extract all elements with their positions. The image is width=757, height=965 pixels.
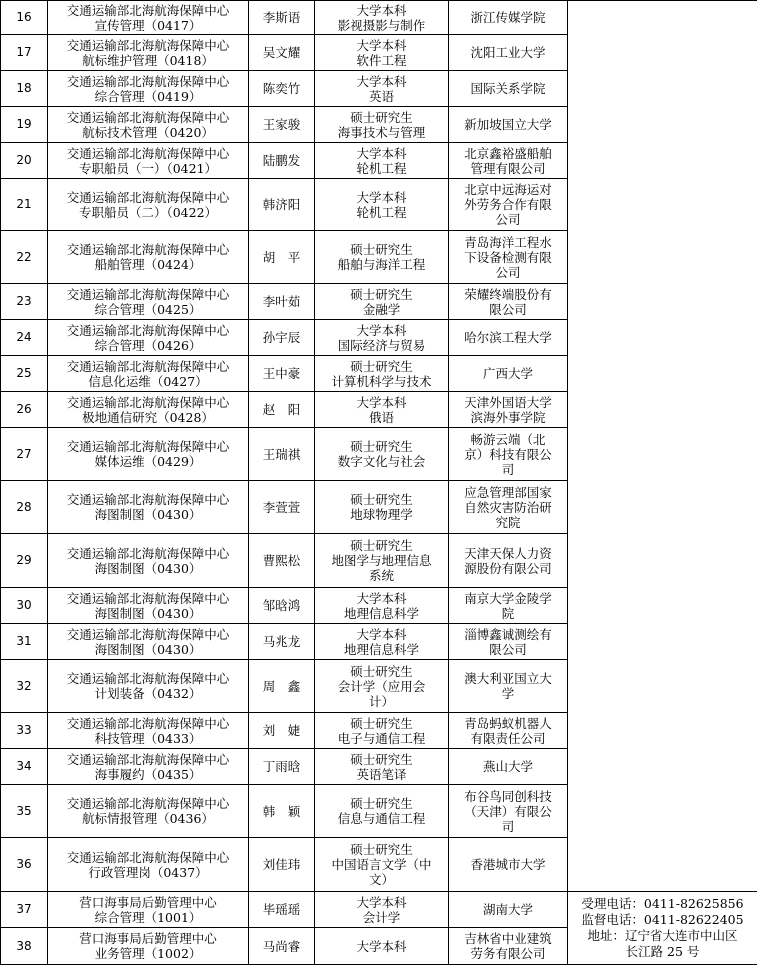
school-cell-line: 天津外国语大学	[451, 395, 565, 410]
education-cell-line: 硕士研究生	[317, 796, 446, 811]
education-cell-line: 硕士研究生	[317, 110, 446, 125]
education-cell-line: 国际经济与贸易	[317, 338, 446, 353]
school-cell-line: 应急管理部国家	[451, 485, 565, 500]
position-cell-line: 营口海事局后勤管理中心	[50, 931, 246, 946]
row-number: 36	[1, 838, 48, 892]
education-cell-line: 硕士研究生	[317, 842, 446, 857]
education-cell-line: 船舶与海洋工程	[317, 257, 446, 272]
school-cell	[449, 356, 568, 392]
education-cell	[315, 481, 449, 534]
school-cell-line: 广西大学	[451, 366, 565, 381]
position-cell-line: 交通运输部北海航海保障中心	[50, 546, 246, 561]
school-cell-line: 天津天保人力资	[451, 546, 565, 561]
school-cell-line: 管理有限公司	[451, 161, 565, 176]
education-cell-line: 俄语	[317, 410, 446, 425]
position-cell-line: 交通运输部北海航海保障中心	[50, 323, 246, 338]
position-cell	[48, 713, 249, 749]
school-cell-line: 新加坡国立大学	[451, 117, 565, 132]
contact-supervise: 监督电话：0411-82622405	[572, 912, 753, 928]
row-number: 26	[1, 392, 48, 428]
school-cell-line: 青岛蚂蚁机器人	[451, 716, 565, 731]
school-cell-line: 北京鑫裕盛船舶	[451, 146, 565, 161]
position-cell-line: 信息化运维（0427）	[50, 374, 246, 389]
school-cell	[449, 588, 568, 624]
school-cell-line: 院	[451, 606, 565, 621]
school-cell-line: 京）科技有限公	[451, 447, 565, 462]
position-cell-line: 交通运输部北海航海保障中心	[50, 38, 246, 53]
education-cell-line: 文）	[317, 872, 446, 887]
school-cell-line: 限公司	[451, 642, 565, 657]
name-cell: 胡 平	[249, 231, 315, 284]
school-cell-line: 哈尔滨工程大学	[451, 330, 565, 345]
education-cell	[315, 1, 449, 35]
school-cell-line: 下设备检测有限	[451, 250, 565, 265]
education-cell-line: 地理信息科学	[317, 642, 446, 657]
position-cell-line: 海图制图（0430）	[50, 642, 246, 657]
contact-address2: 长江路 25 号	[572, 944, 753, 960]
school-cell	[449, 320, 568, 356]
position-cell	[48, 481, 249, 534]
name-cell: 韩 颖	[249, 785, 315, 838]
name-cell: 丁雨晗	[249, 749, 315, 785]
school-cell-line: 沈阳工业大学	[451, 45, 565, 60]
education-cell-line: 英语笔译	[317, 767, 446, 782]
position-cell	[48, 179, 249, 231]
education-cell-line: 地理信息科学	[317, 606, 446, 621]
school-cell	[449, 534, 568, 588]
education-cell-line: 信息与通信工程	[317, 811, 446, 826]
education-cell-line: 大学本科	[317, 146, 446, 161]
education-cell	[315, 320, 449, 356]
name-cell: 马尚睿	[249, 928, 315, 965]
school-cell-line: 青岛海洋工程水	[451, 235, 565, 250]
education-cell	[315, 624, 449, 660]
position-cell-line: 交通运输部北海航海保障中心	[50, 3, 246, 18]
school-cell	[449, 481, 568, 534]
education-cell-line: 电子与通信工程	[317, 731, 446, 746]
education-cell-line: 轮机工程	[317, 205, 446, 220]
school-cell-line: 香港城市大学	[451, 857, 565, 872]
row-number: 37	[1, 892, 48, 928]
row-number: 17	[1, 35, 48, 71]
name-cell: 赵 阳	[249, 392, 315, 428]
row-number: 30	[1, 588, 48, 624]
education-cell-line: 硕士研究生	[317, 492, 446, 507]
position-cell-line: 海图制图（0430）	[50, 561, 246, 576]
name-cell: 李萱萱	[249, 481, 315, 534]
position-cell-line: 交通运输部北海航海保障中心	[50, 242, 246, 257]
name-cell: 马兆龙	[249, 624, 315, 660]
education-cell	[315, 749, 449, 785]
school-cell-line: 国际关系学院	[451, 81, 565, 96]
position-cell	[48, 35, 249, 71]
education-cell-line: 数字文化与社会	[317, 454, 446, 469]
position-cell-line: 媒体运维（0429）	[50, 454, 246, 469]
name-cell: 陈奕竹	[249, 71, 315, 107]
row-number: 16	[1, 1, 48, 35]
school-cell-line: 畅游云端（北	[451, 432, 565, 447]
name-cell: 韩济阳	[249, 179, 315, 231]
school-cell	[449, 71, 568, 107]
name-cell: 刘佳玮	[249, 838, 315, 892]
education-cell	[315, 660, 449, 713]
education-cell-line: 海事技术与管理	[317, 125, 446, 140]
education-cell-line: 英语	[317, 89, 446, 104]
contact-address1: 地址：辽宁省大连市中山区	[572, 928, 753, 944]
position-cell	[48, 785, 249, 838]
school-cell	[449, 749, 568, 785]
position-cell-line: 交通运输部北海航海保障中心	[50, 287, 246, 302]
position-cell-line: 交通运输部北海航海保障中心	[50, 627, 246, 642]
school-cell-line: 北京中远海运对	[451, 182, 565, 197]
education-cell	[315, 179, 449, 231]
education-cell-line: 硕士研究生	[317, 359, 446, 374]
row-number: 19	[1, 107, 48, 143]
education-cell-line: 硕士研究生	[317, 664, 446, 679]
education-cell-line: 计）	[317, 694, 446, 709]
education-cell	[315, 785, 449, 838]
position-cell-line: 交通运输部北海航海保障中心	[50, 671, 246, 686]
position-cell-line: 航标技术管理（0420）	[50, 125, 246, 140]
position-cell	[48, 428, 249, 481]
position-cell	[48, 284, 249, 320]
education-cell-line: 硕士研究生	[317, 716, 446, 731]
row-number: 34	[1, 749, 48, 785]
education-cell	[315, 143, 449, 179]
education-cell-line: 硕士研究生	[317, 752, 446, 767]
position-cell	[48, 231, 249, 284]
name-cell: 王瑞祺	[249, 428, 315, 481]
school-cell	[449, 231, 568, 284]
school-cell-line: 南京大学金陵学	[451, 591, 565, 606]
school-cell	[449, 107, 568, 143]
position-cell	[48, 320, 249, 356]
education-cell	[315, 71, 449, 107]
education-cell	[315, 35, 449, 71]
position-cell-line: 行政管理岗（0437）	[50, 865, 246, 880]
position-cell-line: 交通运输部北海航海保障中心	[50, 359, 246, 374]
education-cell	[315, 534, 449, 588]
education-cell	[315, 892, 449, 928]
position-cell-line: 交通运输部北海航海保障中心	[50, 752, 246, 767]
education-cell-line: 硕士研究生	[317, 242, 446, 257]
row-number: 27	[1, 428, 48, 481]
education-cell-line: 大学本科	[317, 190, 446, 205]
row-number: 21	[1, 179, 48, 231]
education-cell	[315, 231, 449, 284]
education-cell-line: 硕士研究生	[317, 538, 446, 553]
position-cell-line: 海图制图（0430）	[50, 606, 246, 621]
school-cell-line: 司	[451, 819, 565, 834]
education-cell-line: 计算机科学与技术	[317, 374, 446, 389]
school-cell-line: 公司	[451, 265, 565, 280]
position-cell	[48, 660, 249, 713]
position-cell-line: 综合管理（0426）	[50, 338, 246, 353]
education-cell-line: 轮机工程	[317, 161, 446, 176]
position-cell	[48, 392, 249, 428]
school-cell	[449, 284, 568, 320]
table-row	[1, 1, 757, 35]
school-cell-line: 澳大利亚国立大	[451, 671, 565, 686]
school-cell-line: 浙江传媒学院	[451, 10, 565, 25]
row-number: 28	[1, 481, 48, 534]
education-cell-line: 大学本科	[317, 323, 446, 338]
row-number: 32	[1, 660, 48, 713]
education-cell	[315, 838, 449, 892]
school-cell	[449, 392, 568, 428]
name-cell: 邹晗鸿	[249, 588, 315, 624]
name-cell: 周 鑫	[249, 660, 315, 713]
position-cell-line: 业务管理（1002）	[50, 946, 246, 961]
name-cell: 李斯语	[249, 1, 315, 35]
education-cell-line: 硕士研究生	[317, 287, 446, 302]
position-cell-line: 交通运输部北海航海保障中心	[50, 146, 246, 161]
education-cell-line: 大学本科	[317, 395, 446, 410]
education-cell	[315, 588, 449, 624]
school-cell-line: 吉林省中业建筑	[451, 931, 565, 946]
table-row	[1, 892, 757, 928]
education-cell-line: 大学本科	[317, 895, 446, 910]
education-cell-line: 大学本科	[317, 627, 446, 642]
education-cell-line: 大学本科	[317, 939, 446, 954]
position-cell-line: 交通运输部北海航海保障中心	[50, 492, 246, 507]
school-cell	[449, 624, 568, 660]
school-cell-line: 荣耀终端股份有	[451, 287, 565, 302]
row-number: 25	[1, 356, 48, 392]
position-cell	[48, 928, 249, 965]
contact-phone: 受理电话：0411-82625856	[572, 896, 753, 912]
education-cell	[315, 392, 449, 428]
position-cell-line: 科技管理（0433）	[50, 731, 246, 746]
position-cell-line: 船舶管理（0424）	[50, 257, 246, 272]
position-cell-line: 综合管理（1001）	[50, 910, 246, 925]
position-cell-line: 交通运输部北海航海保障中心	[50, 716, 246, 731]
row-number: 31	[1, 624, 48, 660]
school-cell-line: 燕山大学	[451, 759, 565, 774]
education-cell-line: 影视摄影与制作	[317, 18, 446, 33]
row-number: 20	[1, 143, 48, 179]
school-cell	[449, 143, 568, 179]
school-cell	[449, 713, 568, 749]
position-cell	[48, 356, 249, 392]
education-cell-line: 地图学与地理信息	[317, 553, 446, 568]
school-cell	[449, 838, 568, 892]
row-number: 24	[1, 320, 48, 356]
education-cell-line: 中国语言文学（中	[317, 857, 446, 872]
position-cell	[48, 749, 249, 785]
education-cell	[315, 713, 449, 749]
row-number: 23	[1, 284, 48, 320]
school-cell-line: 劳务有限公司	[451, 946, 565, 961]
contact-empty-cell	[568, 1, 757, 892]
education-cell	[315, 356, 449, 392]
position-cell-line: 交通运输部北海航海保障中心	[50, 74, 246, 89]
position-cell-line: 宣传管理（0417）	[50, 18, 246, 33]
position-cell	[48, 838, 249, 892]
school-cell-line: 湖南大学	[451, 902, 565, 917]
school-cell-line: 自然灾害防治研	[451, 500, 565, 515]
name-cell: 曹熙松	[249, 534, 315, 588]
education-cell	[315, 928, 449, 965]
position-cell-line: 综合管理（0425）	[50, 302, 246, 317]
position-cell-line: 海事履约（0435）	[50, 767, 246, 782]
school-cell	[449, 35, 568, 71]
position-cell	[48, 892, 249, 928]
position-cell-line: 交通运输部北海航海保障中心	[50, 796, 246, 811]
position-cell	[48, 107, 249, 143]
row-number: 29	[1, 534, 48, 588]
school-cell-line: 究院	[451, 515, 565, 530]
row-number: 33	[1, 713, 48, 749]
name-cell: 毕瑶瑶	[249, 892, 315, 928]
school-cell-line: 外劳务合作有限	[451, 197, 565, 212]
position-cell-line: 交通运输部北海航海保障中心	[50, 850, 246, 865]
position-cell-line: 航标情报管理（0436）	[50, 811, 246, 826]
name-cell: 刘 婕	[249, 713, 315, 749]
school-cell-line: 淄博鑫诚测绘有	[451, 627, 565, 642]
education-cell-line: 金融学	[317, 302, 446, 317]
education-cell-line: 会计学	[317, 910, 446, 925]
position-cell-line: 专职船员（二）（0422）	[50, 205, 246, 220]
position-cell	[48, 1, 249, 35]
education-cell-line: 硕士研究生	[317, 439, 446, 454]
name-cell: 王中豪	[249, 356, 315, 392]
name-cell: 李叶茹	[249, 284, 315, 320]
education-cell-line: 大学本科	[317, 591, 446, 606]
position-cell-line: 交通运输部北海航海保障中心	[50, 395, 246, 410]
school-cell	[449, 892, 568, 928]
education-cell-line: 地球物理学	[317, 507, 446, 522]
education-cell-line: 大学本科	[317, 38, 446, 53]
school-cell-line: 学	[451, 686, 565, 701]
position-cell-line: 交通运输部北海航海保障中心	[50, 591, 246, 606]
name-cell: 孙宇辰	[249, 320, 315, 356]
name-cell: 吴文耀	[249, 35, 315, 71]
position-cell-line: 交通运输部北海航海保障中心	[50, 190, 246, 205]
position-cell-line: 交通运输部北海航海保障中心	[50, 439, 246, 454]
position-cell	[48, 534, 249, 588]
school-cell-line: 有限责任公司	[451, 731, 565, 746]
position-cell-line: 交通运输部北海航海保障中心	[50, 110, 246, 125]
position-cell	[48, 624, 249, 660]
school-cell	[449, 179, 568, 231]
position-cell-line: 营口海事局后勤管理中心	[50, 895, 246, 910]
name-cell: 王家骏	[249, 107, 315, 143]
school-cell	[449, 428, 568, 481]
position-cell-line: 综合管理（0419）	[50, 89, 246, 104]
education-cell-line: 大学本科	[317, 3, 446, 18]
row-number: 35	[1, 785, 48, 838]
education-cell	[315, 284, 449, 320]
position-cell-line: 专职船员（一）（0421）	[50, 161, 246, 176]
education-cell-line: 软件工程	[317, 53, 446, 68]
position-cell	[48, 143, 249, 179]
position-cell	[48, 71, 249, 107]
education-cell	[315, 428, 449, 481]
school-cell	[449, 660, 568, 713]
name-cell: 陆鹏发	[249, 143, 315, 179]
education-cell-line: 大学本科	[317, 74, 446, 89]
education-cell	[315, 107, 449, 143]
school-cell	[449, 928, 568, 965]
position-cell	[48, 588, 249, 624]
contact-cell	[568, 892, 757, 965]
position-cell-line: 计划装备（0432）	[50, 686, 246, 701]
row-number: 22	[1, 231, 48, 284]
school-cell-line: 布谷鸟同创科技	[451, 789, 565, 804]
row-number: 18	[1, 71, 48, 107]
school-cell-line: 公司	[451, 212, 565, 227]
table-body	[1, 1, 757, 965]
school-cell	[449, 785, 568, 838]
school-cell-line: （天津）有限公	[451, 804, 565, 819]
school-cell-line: 滨海外事学院	[451, 410, 565, 425]
school-cell-line: 限公司	[451, 302, 565, 317]
position-cell-line: 极地通信研究（0428）	[50, 410, 246, 425]
school-cell-line: 司	[451, 462, 565, 477]
education-cell-line: 会计学（应用会	[317, 679, 446, 694]
school-cell-line: 源股份有限公司	[451, 561, 565, 576]
row-number: 38	[1, 928, 48, 965]
education-cell-line: 系统	[317, 568, 446, 583]
position-cell-line: 海图制图（0430）	[50, 507, 246, 522]
position-cell-line: 航标维护管理（0418）	[50, 53, 246, 68]
school-cell	[449, 1, 568, 35]
